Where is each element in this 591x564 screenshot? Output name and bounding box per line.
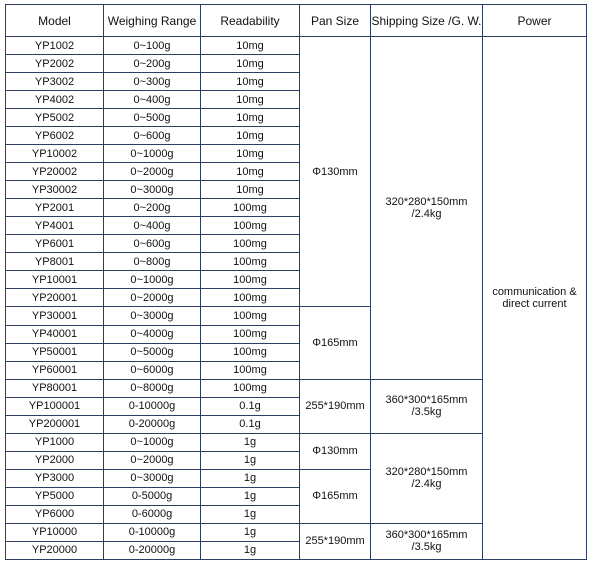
readability-cell: 10mg	[201, 145, 300, 163]
weighing-range-cell: 0~1000g	[104, 433, 201, 451]
readability-cell: 100mg	[201, 235, 300, 253]
readability-cell: 100mg	[201, 271, 300, 289]
readability-cell: 100mg	[201, 217, 300, 235]
model-cell: YP30002	[6, 181, 104, 199]
header-pan-size: Pan Size	[300, 5, 371, 37]
readability-cell: 100mg	[201, 253, 300, 271]
readability-cell: 100mg	[201, 199, 300, 217]
readability-cell: 1g	[201, 487, 300, 505]
model-cell: YP10000	[6, 523, 104, 541]
weighing-range-cell: 0~200g	[104, 199, 201, 217]
weighing-range-cell: 0~400g	[104, 91, 201, 109]
model-cell: YP1002	[6, 37, 104, 55]
readability-cell: 100mg	[201, 361, 300, 379]
readability-cell: 1g	[201, 523, 300, 541]
gross-weight: /2.4kg	[411, 478, 442, 491]
readability-cell: 10mg	[201, 73, 300, 91]
header-model: Model	[6, 5, 104, 37]
power-cell: communication & direct current	[483, 37, 587, 560]
model-cell: YP50001	[6, 343, 104, 361]
model-cell: YP20001	[6, 289, 104, 307]
header-weighing-range: Weighing Range	[104, 5, 201, 37]
pan-size-cell: 255*190mm	[300, 379, 371, 433]
header-power: Power	[483, 5, 587, 37]
weighing-range-cell: 0~1000g	[104, 271, 201, 289]
weighing-range-cell: 0~5000g	[104, 343, 201, 361]
model-cell: YP6001	[6, 235, 104, 253]
weighing-range-cell: 0~100g	[104, 37, 201, 55]
shipping-dimensions: 360*300*165mm	[385, 529, 468, 542]
model-cell: YP1000	[6, 433, 104, 451]
weighing-range-cell: 0-20000g	[104, 541, 201, 559]
header-row	[6, 5, 587, 37]
readability-cell: 10mg	[201, 181, 300, 199]
weighing-range-cell: 0~300g	[104, 73, 201, 91]
model-cell: YP2000	[6, 451, 104, 469]
weighing-range-cell: 0-20000g	[104, 415, 201, 433]
weighing-range-cell: 0~1000g	[104, 145, 201, 163]
gross-weight: /2.4kg	[411, 207, 442, 220]
model-cell: YP8001	[6, 253, 104, 271]
weighing-range-cell: 0~2000g	[104, 289, 201, 307]
weighing-range-cell: 0~8000g	[104, 379, 201, 397]
weighing-range-cell: 0-6000g	[104, 505, 201, 523]
shipping-size-cell	[371, 37, 483, 380]
weighing-range-cell: 0-10000g	[104, 397, 201, 415]
pan-size-cell: Φ165mm	[300, 307, 371, 379]
header-readability: Readability	[201, 5, 300, 37]
model-cell: YP20000	[6, 541, 104, 559]
weighing-range-cell: 0~200g	[104, 55, 201, 73]
readability-cell: 10mg	[201, 37, 300, 55]
gross-weight: /3.5kg	[411, 406, 442, 419]
model-cell: YP10001	[6, 271, 104, 289]
readability-cell: 0.1g	[201, 415, 300, 433]
shipping-size-cell	[371, 433, 483, 523]
readability-cell: 100mg	[201, 289, 300, 307]
shipping-size-cell	[371, 379, 483, 433]
weighing-range-cell: 0~3000g	[104, 307, 201, 325]
readability-cell: 100mg	[201, 379, 300, 397]
weighing-range-cell: 0~4000g	[104, 325, 201, 343]
shipping-dimensions: 320*280*150mm	[385, 466, 468, 479]
readability-cell: 100mg	[201, 325, 300, 343]
model-cell: YP3002	[6, 73, 104, 91]
header-shipping-size: Shipping Size /G. W.	[371, 5, 483, 37]
model-cell: YP4001	[6, 217, 104, 235]
readability-cell: 100mg	[201, 343, 300, 361]
model-cell: YP30001	[6, 307, 104, 325]
model-cell: YP2002	[6, 55, 104, 73]
readability-cell: 10mg	[201, 55, 300, 73]
weighing-range-cell: 0-5000g	[104, 487, 201, 505]
model-cell: YP2001	[6, 199, 104, 217]
readability-cell: 10mg	[201, 109, 300, 127]
readability-cell: 1g	[201, 433, 300, 451]
readability-cell: 10mg	[201, 127, 300, 145]
weighing-range-cell: 0~600g	[104, 235, 201, 253]
model-cell: YP6002	[6, 127, 104, 145]
table-row	[6, 37, 587, 55]
shipping-dimensions: 320*280*150mm	[385, 195, 468, 208]
model-cell: YP20002	[6, 163, 104, 181]
model-cell: YP100001	[6, 397, 104, 415]
model-cell: YP4002	[6, 91, 104, 109]
model-cell: YP40001	[6, 325, 104, 343]
weighing-range-cell: 0~600g	[104, 127, 201, 145]
pan-size-cell: Φ165mm	[300, 469, 371, 523]
shipping-size-cell	[371, 523, 483, 559]
shipping-dimensions: 360*300*165mm	[385, 394, 468, 407]
weighing-range-cell: 0~400g	[104, 217, 201, 235]
weighing-range-cell: 0~2000g	[104, 451, 201, 469]
model-cell: YP80001	[6, 379, 104, 397]
readability-cell: 100mg	[201, 307, 300, 325]
readability-cell: 1g	[201, 469, 300, 487]
pan-size-cell: Φ130mm	[300, 37, 371, 307]
weighing-range-cell: 0-10000g	[104, 523, 201, 541]
pan-size-cell: 255*190mm	[300, 523, 371, 559]
readability-cell: 1g	[201, 505, 300, 523]
weighing-range-cell: 0~6000g	[104, 361, 201, 379]
model-cell: YP10002	[6, 145, 104, 163]
weighing-range-cell: 0~800g	[104, 253, 201, 271]
model-cell: YP5000	[6, 487, 104, 505]
readability-cell: 0.1g	[201, 397, 300, 415]
weighing-range-cell: 0~500g	[104, 109, 201, 127]
weighing-range-cell: 0~3000g	[104, 469, 201, 487]
readability-cell: 10mg	[201, 91, 300, 109]
readability-cell: 1g	[201, 451, 300, 469]
gross-weight: /3.5kg	[411, 541, 442, 554]
weighing-range-cell: 0~2000g	[104, 163, 201, 181]
model-cell: YP5002	[6, 109, 104, 127]
readability-cell: 1g	[201, 541, 300, 559]
model-cell: YP60001	[6, 361, 104, 379]
weighing-range-cell: 0~3000g	[104, 181, 201, 199]
pan-size-cell: Φ130mm	[300, 433, 371, 469]
spec-table	[5, 4, 587, 560]
model-cell: YP3000	[6, 469, 104, 487]
readability-cell: 10mg	[201, 163, 300, 181]
model-cell: YP200001	[6, 415, 104, 433]
model-cell: YP6000	[6, 505, 104, 523]
table-body	[6, 37, 587, 560]
